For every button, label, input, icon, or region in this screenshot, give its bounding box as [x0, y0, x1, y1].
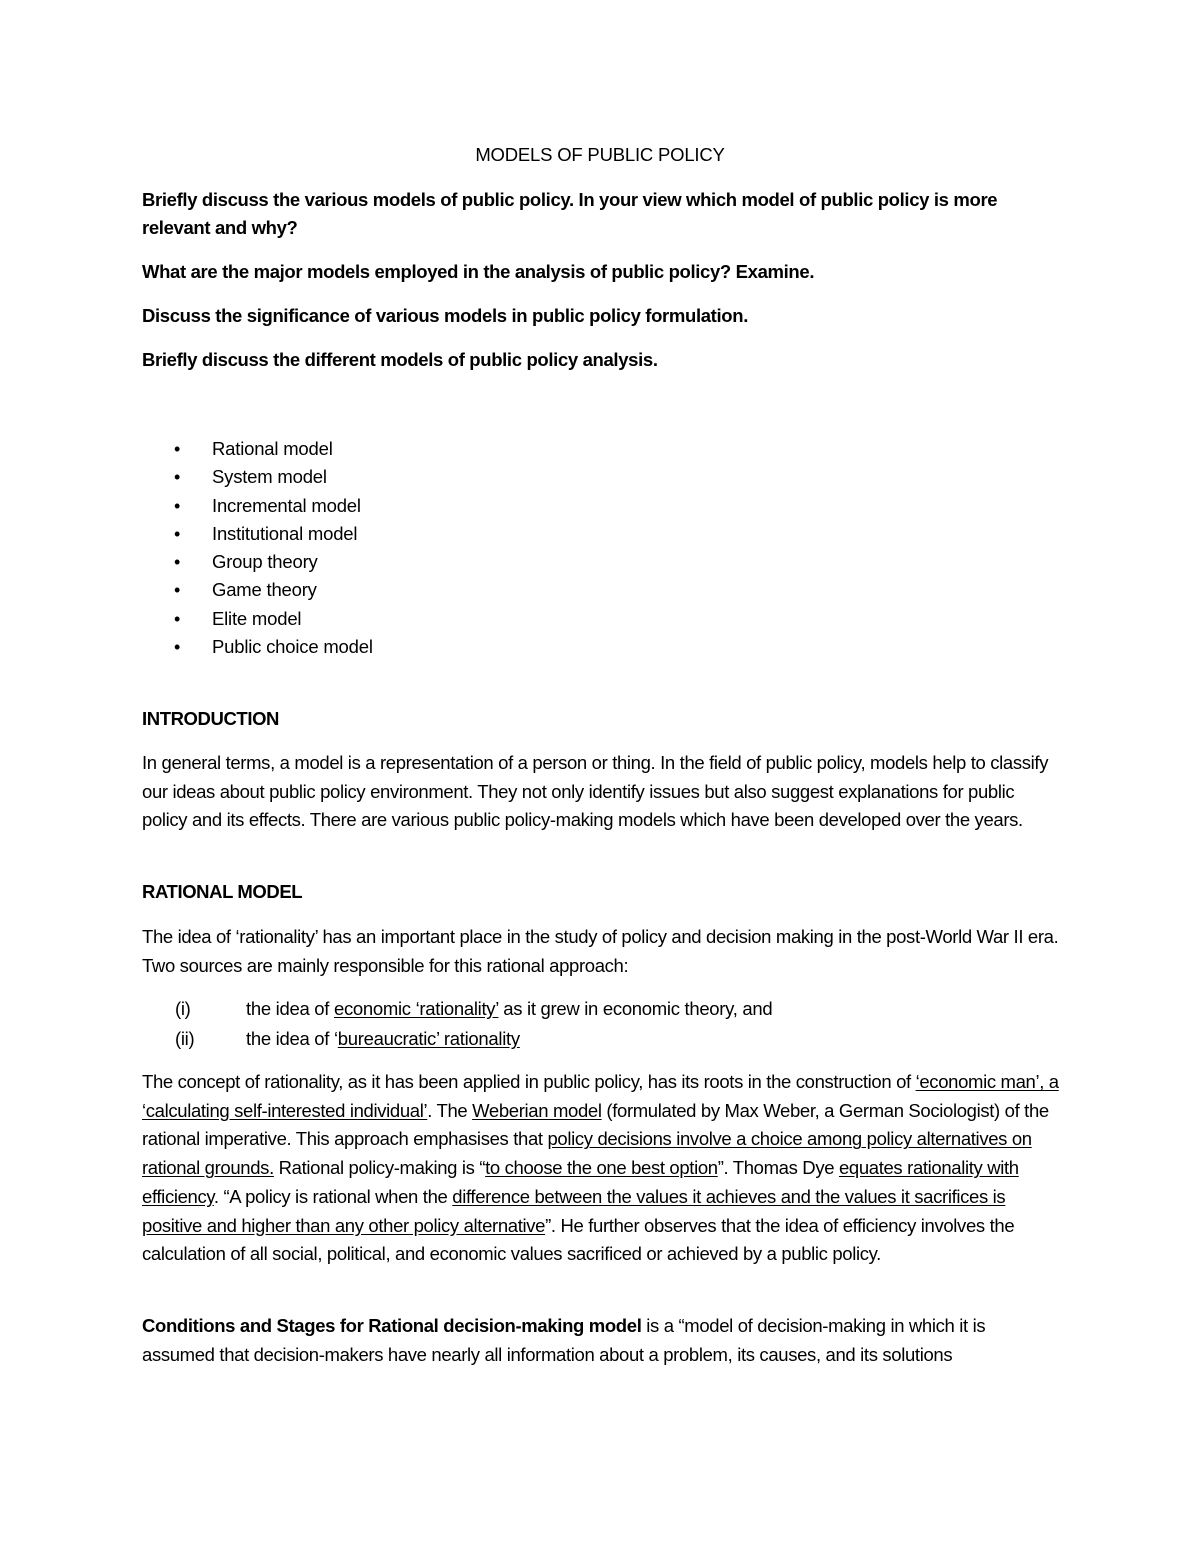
bullet-icon: •	[174, 637, 181, 658]
rationality-sources-list	[142, 994, 1062, 1054]
conditions-paragraph: Conditions and Stages for Rational decision-making model is a “model of decision-making in which it is assumed that decision-makers have nearly all information about a problem, its causes, and its solutions	[142, 1315, 986, 1365]
page-title: MODELS OF PUBLIC POLICY	[475, 144, 725, 165]
rational-intro-paragraph: The idea of ‘rationality’ has an important place in the study of policy and decision making in the post-World War II era. Two sources are mainly responsible for this rational approach:	[142, 926, 1059, 976]
list-item: • Public choice model	[142, 633, 1062, 661]
question-3: Discuss the significance of various models in public policy formulation.	[142, 305, 748, 326]
list-number: (i)	[175, 998, 191, 1019]
list-item: • Rational model	[142, 435, 1062, 463]
question-2: What are the major models employed in the analysis of public policy? Examine.	[142, 261, 815, 282]
introduction-paragraph: In general terms, a model is a representation of a person or thing. In the field of public policy, models help to classify our ideas about public policy environment. They not only identify issues but also suggest explanations for public policy and its effects. There are various public policy-making models which have been developed over the years.	[142, 752, 1049, 831]
models-list	[142, 435, 1062, 661]
question-4: Briefly discuss the different models of public policy analysis.	[142, 349, 658, 370]
list-item: • Incremental model	[142, 492, 1062, 520]
bullet-icon: •	[174, 523, 181, 544]
list-item: (ii) the idea of ‘bureaucratic’ rationality	[142, 1024, 1062, 1054]
bullet-icon: •	[174, 580, 181, 601]
list-item: • Game theory	[142, 576, 1062, 604]
list-item: (i) the idea of economic ‘rationality’ as it grew in economic theory, and	[142, 994, 1062, 1024]
question-1: Briefly discuss the various models of public policy. In your view which model of public policy is more relevant and why?	[142, 189, 998, 238]
introduction-heading: INTRODUCTION	[142, 708, 280, 729]
list-item: • Elite model	[142, 605, 1062, 633]
list-item: • System model	[142, 463, 1062, 491]
bullet-icon: •	[174, 552, 181, 573]
list-number: (ii)	[175, 1028, 195, 1049]
list-item: • Institutional model	[142, 520, 1062, 548]
list-item: • Group theory	[142, 548, 1062, 576]
bullet-icon: •	[174, 439, 181, 459]
rational-model-heading: RATIONAL MODEL	[142, 881, 303, 902]
bullet-icon: •	[174, 495, 181, 516]
bullet-icon: •	[174, 608, 181, 629]
rationality-concept-paragraph: The concept of rationality, as it has been applied in public policy, has its roots in the construction of ‘economic man’, a ‘calculating self-interested individual’. The Weberian model (formulated by Max Weber, a German Sociologist) of the rational imperative. This approach emphasises that policy decisions involve a choice among policy alternatives on rational grounds. Rational policy-making is “to choose the one best option”. Thomas Dye equates rationality with efficiency. “A policy is rational when the difference between the values it achieves and the values it sacrifices is positive and higher than any other policy alternative”. He further observes that the idea of efficiency involves the calculation of all social, political, and economic values sacrificed or achieved by a public policy.	[142, 1071, 1059, 1265]
bullet-icon: •	[174, 467, 181, 488]
